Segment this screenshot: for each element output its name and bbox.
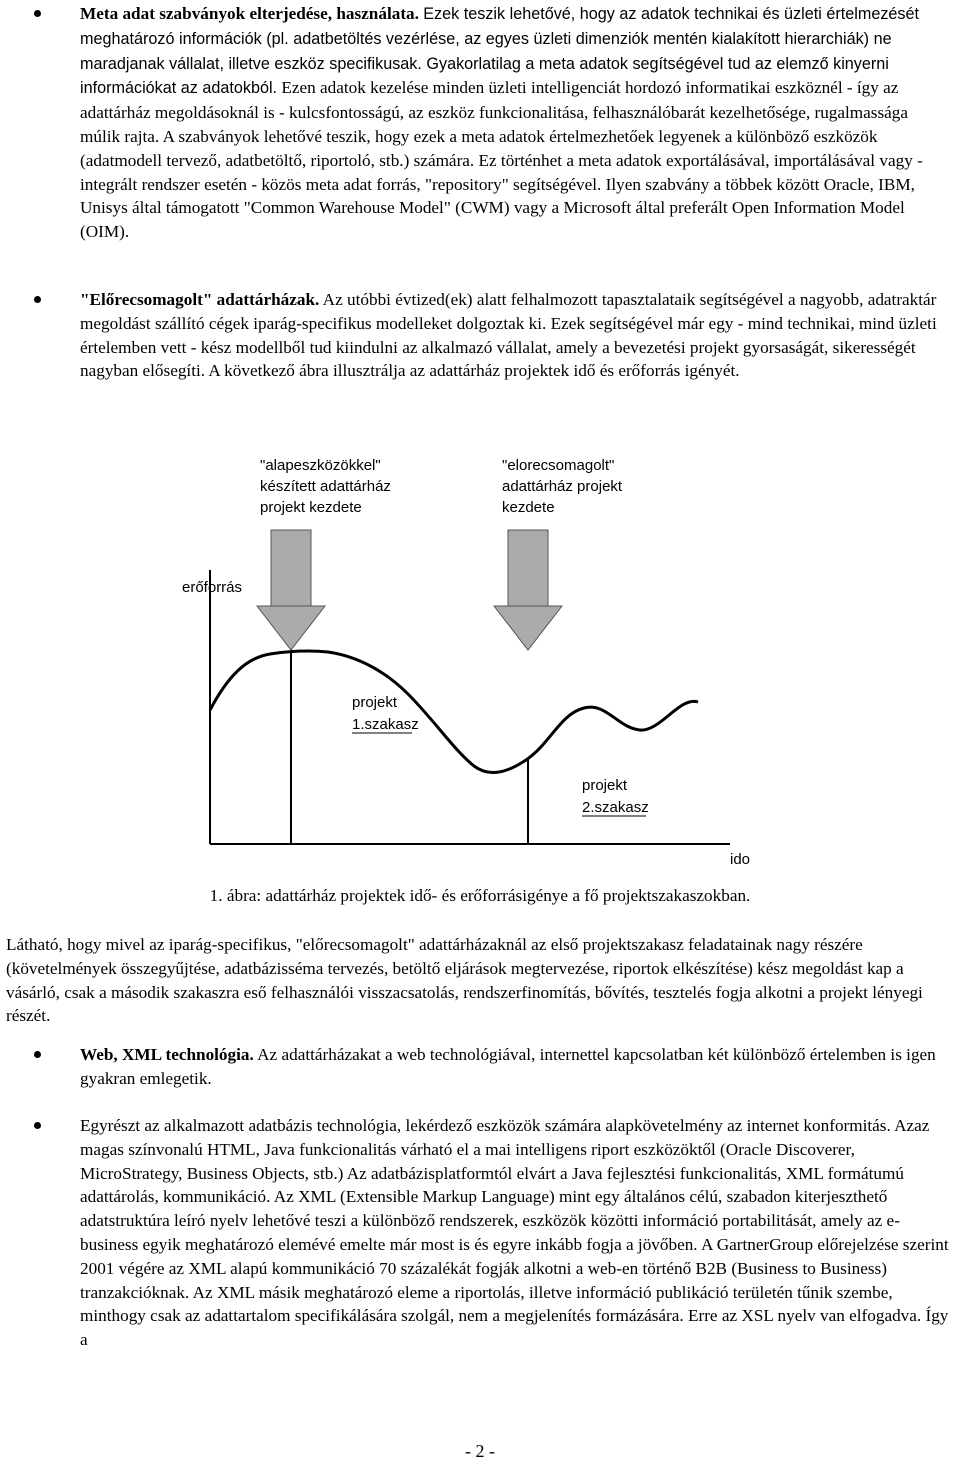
bullet-body: Az adattárházakat a web technológiával, internettel kapcsolatban két különböző értelemben is igen gyakran emlegetik. xyxy=(80,1045,936,1088)
bullet-dot-icon xyxy=(34,296,41,303)
bullet-text xyxy=(80,288,952,383)
page-number: - 2 - xyxy=(465,1441,495,1461)
label-prepackaged-line1: "elorecsomagolt" xyxy=(502,457,615,474)
label-prepackaged-line3: kezdete xyxy=(502,499,555,516)
arrow-down-icon xyxy=(257,530,325,650)
bullet-prepackaged xyxy=(80,288,952,383)
figure-caption: 1. ábra: adattárház projektek idő- és erőforrásigénye a fő projektszakaszokban. xyxy=(209,886,751,905)
bullet-dot-icon xyxy=(34,10,41,17)
label-basic-tools-line2: készített adattárház xyxy=(260,478,391,495)
bullet-dot-icon xyxy=(34,1122,41,1129)
bullet-title: Meta adat szabványok elterjedése, használata. xyxy=(80,4,419,23)
phase1-label-line1: projekt xyxy=(352,694,398,711)
arrow-down-icon xyxy=(494,530,562,650)
y-axis-label: erőforrás xyxy=(182,579,243,596)
bullet-body: Az utóbbi évtized(ek) alatt felhalmozott tapasztalataik segítségével a nagyobb, adatraktár megoldást szállító cégek iparág-specifikus modelleket dolgoztak ki. Ezek segítségével már egy - mind technikai, mind üzleti értelemben vett - kész modellből tud kiindulni az alkalmazó vállalat, amely a bevezetési projekt gyorsaságát, sikerességét nagyban elősegíti. A következő ábra illusztrálja az adattárház projektek idő és erőforrás igényét. xyxy=(80,290,937,381)
bullet-internet-conformity xyxy=(80,1114,952,1352)
bullet-dot-icon xyxy=(34,1051,41,1058)
resource-time-figure xyxy=(150,440,770,880)
x-axis-label: ido xyxy=(730,851,751,868)
bullet-meta-standards xyxy=(80,2,952,244)
bullet-title: "Előrecsomagolt" adattárházak. xyxy=(80,290,320,309)
phase1-label-line2: 1.szakasz xyxy=(352,716,419,733)
label-basic-tools-line1: "alapeszközökkel" xyxy=(260,457,381,474)
label-prepackaged-line2: adattárház projekt xyxy=(502,478,623,495)
bullet-text xyxy=(80,2,952,244)
bullet-text xyxy=(80,1043,952,1091)
body-paragraph: Látható, hogy mivel az iparág-specifikus, "előrecsomagolt" adattárházaknál az első projektszakasz feladatainak nagy részére (követelmények összegyűjtése, adatbázisséma tervezés, betöltő eljárások megtervezése, riportok elkészítése) kész megoldást kap a vásárló, csak a második szakaszra eső felhasználói visszacsatolás, rendszerfinomítás, bővítés, tesztelés fogja alkotni a projekt lényegi részét. xyxy=(6,935,923,1026)
bullet-title: Web, XML technológia. xyxy=(80,1045,254,1064)
label-basic-tools-line3: projekt kezdete xyxy=(260,499,362,516)
bullet-web-xml xyxy=(80,1043,952,1091)
bullet-serif-text: Ezen adatok kezelése minden üzleti intelligenciát hordozó informatikai eszköznél - így az adattárház megoldásoknál is - kulcsfontosságú, az eszköz funkcionalitása, felhasználóbarát kezelhetősége, rugalmassága múlik rajta. A szabványok lehetővé teszik, hogy ezek a meta adatok értelmezhetőek legyenek a különböző eszközök (adatmodell tervező, adatbetöltő, riportoló, stb.) számára. Ez történhet a meta adatok exportálásával, importálásával vagy - integrált rendszer esetén - közös meta adat forrás, "repository" segítségével. Ilyen szabvány a többek között Oracle, IBM, Unisys által támogatott "Common Warehouse Model" (CWM) vagy a Microsoft által preferált Open Information Model (OIM). xyxy=(80,78,923,242)
resource-curve xyxy=(210,651,698,773)
phase2-label-line1: projekt xyxy=(582,777,628,794)
bullet-sans-text: Ezek teszik lehetővé, hogy az adatok technikai és üzleti értelmezését meghatározó információk (pl. adatbetöltés vezérlése, az egyes üzleti dimenziók mentén kialakított hierarchiák) ne maradjanak vállalat, illetve eszköz specifikusak. Gyakorlatilag a meta adatok segítségével tud az elemző kinyerni információkat az adatokból. xyxy=(80,5,920,98)
phase2-label-line2: 2.szakasz xyxy=(582,799,649,816)
bullet-body: Egyrészt az alkalmazott adatbázis technológia, lekérdező eszközök számára alapkövetelmény az internet konformitás. Azaz magas színvonalú HTML, Java funkcionalitás várható el a mai intelligens riport eszközöktől (Oracle Discoverer, MicroStrategy, Business Objects, stb.) Az adatbázisplatformtól elvárt a Java fejlesztési funkcionalitás, XML formátumú adattárolás, kommunikáció. Az XML (Extensible Markup Language) mint egy általános célú, szabadon kiterjeszthető adatstruktúra leíró nyelv lehetővé teszi a különböző rendszerek, eszközök közötti információ portabilitását, amely az e-business egyik meghatározó elemévé emelte már most is és egyre inkább fogja a jövőben. A GartnerGroup előrejelzése szerint 2001 végére az XML alapú kommunikáció 70 százalékát fogják alkotni a web-en történő B2B (Business to Business) tranzakcióknak. Az XML másik meghatározó eleme a riportolás, illetve információ publikáció területén tűnik szembe, minthogy csak az adattartalom specifikálására szolgál, nem a megjelenítés formázására. Erre az XSL nyelv van elfogadva. Így a xyxy=(80,1116,949,1350)
